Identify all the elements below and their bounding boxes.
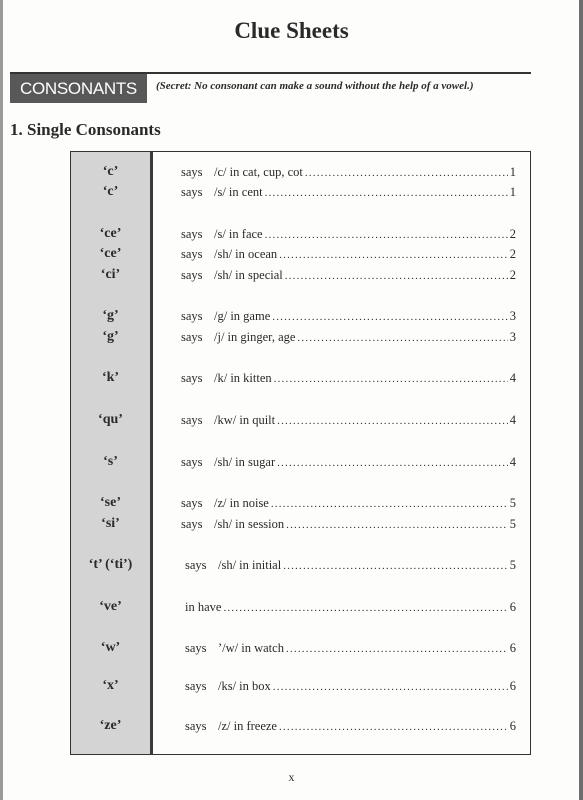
table-row <box>71 716 530 736</box>
dot-leader <box>305 163 508 183</box>
says-text: says <box>181 247 203 261</box>
clue-label: ‘si’ <box>101 516 120 531</box>
page-number: x <box>288 770 295 784</box>
table-row <box>71 162 530 182</box>
page-left-edge <box>0 0 3 800</box>
clue-description: /s/ in face <box>214 227 263 241</box>
says-text: says <box>181 309 203 323</box>
dot-leader <box>265 225 508 245</box>
clue-label: ‘ve’ <box>99 599 122 614</box>
clue-label: ‘g’ <box>102 308 119 323</box>
clue-entry <box>185 638 516 659</box>
table-row <box>71 224 530 244</box>
clue-entry <box>181 306 516 327</box>
page-ref: 2 <box>509 268 516 282</box>
dot-leader <box>273 677 508 697</box>
page-ref: 5 <box>509 558 516 572</box>
clue-description: /sh/ in special <box>214 268 283 282</box>
clue-description: /sh/ in initial <box>218 558 282 572</box>
dot-leader <box>277 411 508 431</box>
clue-entry <box>181 514 516 535</box>
table-row <box>71 265 530 285</box>
page-title: Clue Sheets <box>234 18 349 43</box>
clue-entry <box>181 327 516 348</box>
clue-description: /z/ in freeze <box>218 719 277 733</box>
table-row <box>71 597 530 617</box>
clue-description: /g/ in game <box>214 309 271 323</box>
page-ref: 4 <box>509 371 516 385</box>
table-row <box>71 182 530 202</box>
table-row <box>71 327 530 347</box>
dot-leader <box>286 515 508 535</box>
clue-entry <box>181 265 516 286</box>
clue-label: ‘x’ <box>102 678 119 693</box>
table-row <box>71 638 530 658</box>
page-ref: 5 <box>509 517 516 531</box>
clue-label: ‘g’ <box>102 329 119 344</box>
says-text: says <box>181 165 203 179</box>
clue-label: ‘qu’ <box>98 412 123 427</box>
clue-description: /s/ in cent <box>214 185 263 199</box>
clue-description: /c/ in cat, cup, cot <box>214 165 303 179</box>
says-text: says <box>185 558 207 572</box>
clue-entry <box>181 244 516 265</box>
dot-leader <box>279 717 508 737</box>
page-ref: 1 <box>509 185 516 199</box>
clue-description: in have <box>185 600 222 614</box>
page-ref: 4 <box>509 455 516 469</box>
clue-entry <box>181 162 516 183</box>
clue-entry <box>181 452 516 473</box>
table-row <box>71 306 530 326</box>
table-row <box>71 514 530 534</box>
dot-leader <box>271 494 508 514</box>
clue-label: ‘ze’ <box>99 718 122 733</box>
clue-table <box>70 151 531 755</box>
page-ref: 6 <box>509 719 516 733</box>
page-ref: 6 <box>509 641 516 655</box>
clue-label: ‘c’ <box>102 184 119 199</box>
page-ref: 2 <box>509 227 516 241</box>
says-text: says <box>181 268 203 282</box>
says-text: says <box>181 185 203 199</box>
says-text: says <box>185 679 207 693</box>
dot-leader <box>223 598 507 618</box>
clue-entry <box>181 224 516 245</box>
clue-entry <box>181 410 516 431</box>
clue-label: ‘k’ <box>101 370 120 385</box>
clue-label: ‘w’ <box>100 640 121 655</box>
dot-leader <box>285 266 508 286</box>
clue-entry <box>185 597 516 618</box>
page-ref: 4 <box>509 413 516 427</box>
page-ref: 3 <box>509 330 516 344</box>
section-badge: CONSONANTS <box>10 74 147 103</box>
clue-entry <box>185 676 516 697</box>
dot-leader <box>286 639 508 659</box>
table-row <box>71 452 530 472</box>
clue-entry <box>181 493 516 514</box>
clue-description: /j/ in ginger, age <box>214 330 296 344</box>
clue-description: /sh/ in ocean <box>214 247 278 261</box>
dot-leader <box>283 556 508 576</box>
clue-label: ‘se’ <box>100 495 121 510</box>
clue-description: /kw/ in quilt <box>214 413 276 427</box>
page-ref: 6 <box>509 600 516 614</box>
clue-description: /z/ in noise <box>214 496 269 510</box>
subsection-heading: 1. Single Consonants <box>10 120 161 139</box>
says-text: says <box>181 371 203 385</box>
page-right-edge <box>579 0 583 800</box>
table-row <box>71 493 530 513</box>
table-row <box>71 555 530 575</box>
section-note: (Secret: No consonant can make a sound without the help of a vowel.) <box>156 80 474 92</box>
clue-description: ’/w/ in watch <box>218 641 284 655</box>
says-text: says <box>181 496 203 510</box>
clue-description: /sh/ in sugar <box>214 455 276 469</box>
dot-leader <box>277 453 508 473</box>
clue-description: /k/ in kitten <box>214 371 272 385</box>
page-ref: 5 <box>509 496 516 510</box>
page-ref: 1 <box>509 165 516 179</box>
clue-label: ‘c’ <box>102 164 119 179</box>
page-ref: 6 <box>509 679 516 693</box>
clue-description: /sh/ in session <box>214 517 285 531</box>
table-row <box>71 244 530 264</box>
clue-label: ‘t’ (‘ti’) <box>88 557 133 572</box>
clue-description: /ks/ in box <box>218 679 271 693</box>
clue-entry <box>185 555 516 576</box>
clue-entry <box>181 368 516 389</box>
page-ref: 3 <box>509 309 516 323</box>
says-text: says <box>181 455 203 469</box>
table-row <box>71 368 530 388</box>
dot-leader <box>279 245 508 265</box>
clue-label: ‘ce’ <box>99 246 122 261</box>
says-text: says <box>185 641 207 655</box>
says-text: says <box>181 517 203 531</box>
dot-leader <box>272 307 508 327</box>
page-ref: 2 <box>509 247 516 261</box>
clue-label: ‘s’ <box>103 454 118 469</box>
dot-leader <box>265 183 508 203</box>
clue-label: ‘ce’ <box>99 226 122 241</box>
says-text: says <box>181 413 203 427</box>
clue-entry <box>181 182 516 203</box>
clue-entry <box>185 716 516 737</box>
says-text: says <box>185 719 207 733</box>
says-text: says <box>181 227 203 241</box>
says-text: says <box>181 330 203 344</box>
clue-label: ‘ci’ <box>100 267 121 282</box>
dot-leader <box>274 369 508 389</box>
table-row <box>71 410 530 430</box>
dot-leader <box>297 328 507 348</box>
table-row <box>71 676 530 696</box>
